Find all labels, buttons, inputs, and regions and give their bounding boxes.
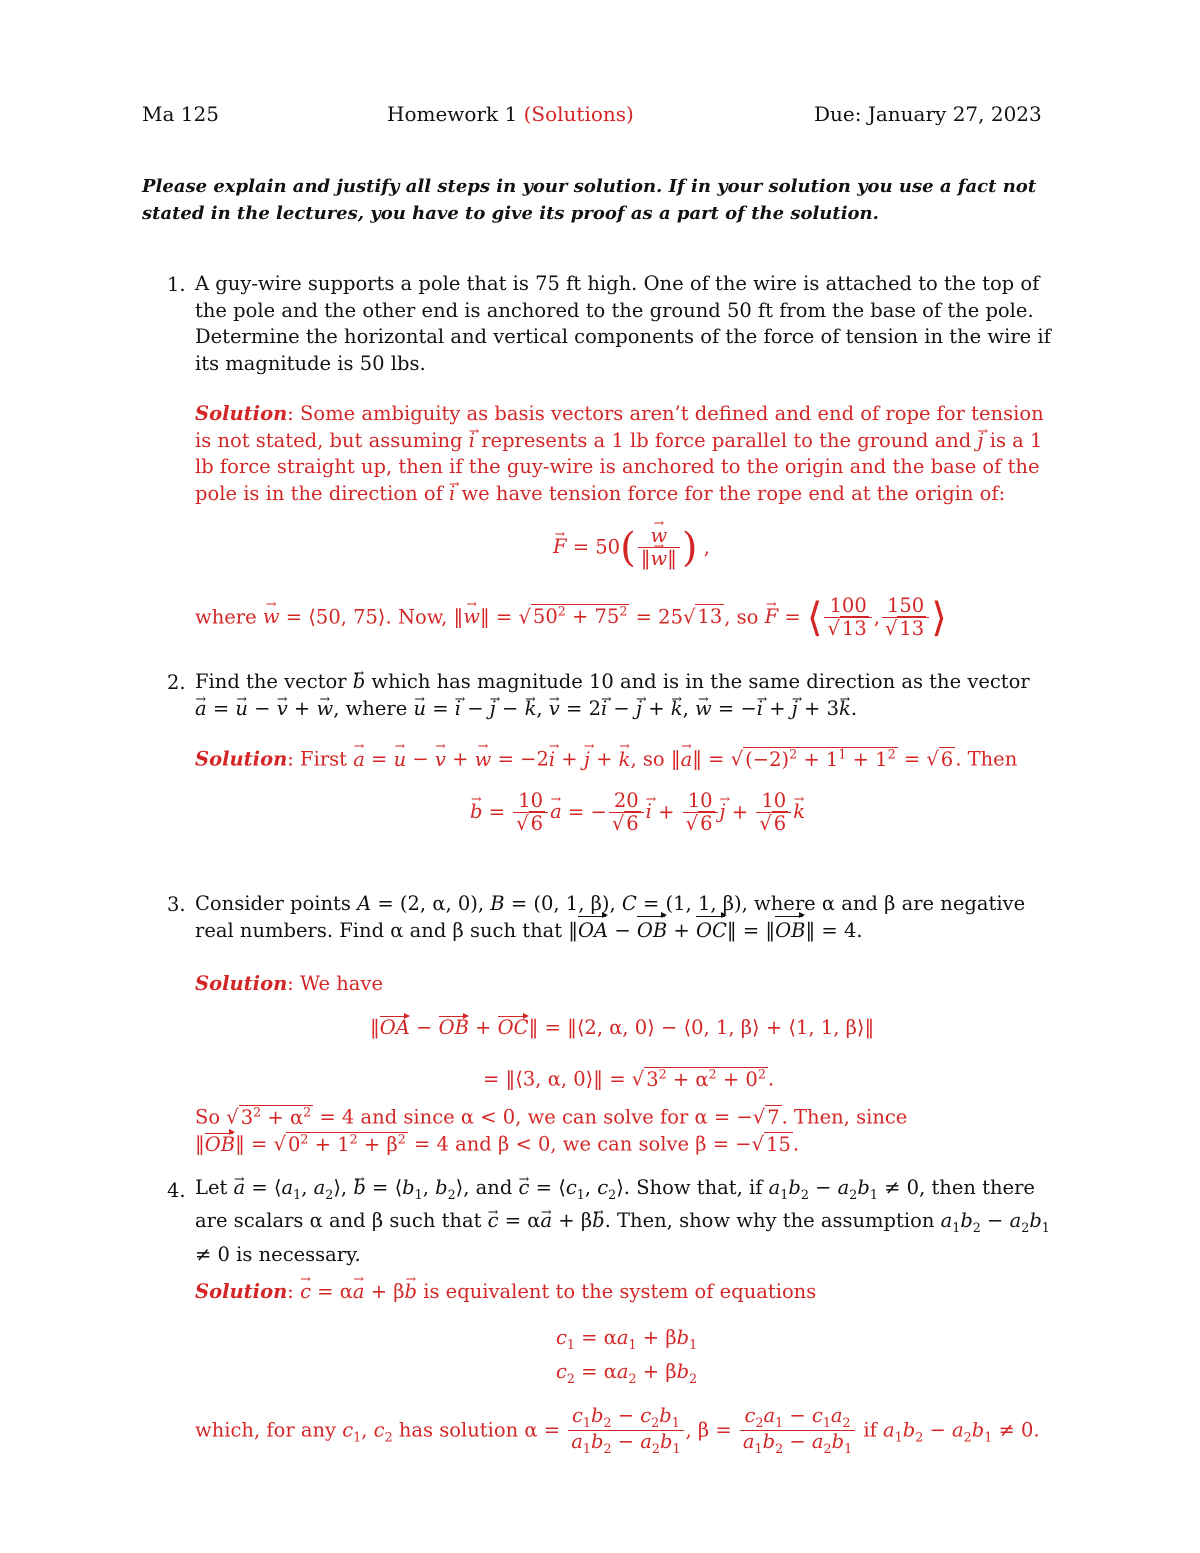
p1-where-line: where w → = ⟨50, 75⟩. Now, ‖w →‖ = √ $50^2 + 75^2 = 25√$ 13 , so F → = ⟨ $\frac{100}{√ 13}$ , $\frac{150}{√ 13}$ ⟩ (195, 595, 947, 641)
p4-s-d: . Then, show why the assumption (604, 1209, 935, 1233)
p3-s-b: where α and β are negative real numbers. Find α and β such that (195, 892, 1026, 942)
p4-s-e: is necessary. (236, 1242, 361, 1266)
p1-now: . Now, (385, 605, 448, 629)
p1-sol-c: is a 1 lb force straight up, then if the guy-wire is anchored to the origin and the base of the pole is in the direction of (195, 428, 1043, 505)
p3-so-line-2: ‖OB‖ = √ $0^2 + 1^2 + \beta^2 = 4$ and β < 0, we can solve β = −√ 15 . (195, 1131, 800, 1156)
problem-4-number: 4. (167, 1179, 186, 1202)
p4-which-b: has solution (398, 1418, 519, 1442)
p1-sol-d: we have tension force for the rope end at the origin of: (461, 481, 1006, 505)
problem-1-solution: Solution: Some ambiguity as basis vectors aren’t defined and end of rope for tension is not stated, but assuming i → represents a 1 lb force parallel to the ground and j → is a 1 lb force straight up, then if the guy-wire is anchored to the origin and the base of the pole is in the direction of i → we have tension force for the rope end at the origin of: (195, 401, 1065, 507)
p2-so: , so (630, 747, 665, 771)
p4-which-line: which, for any $c_1$, $c_2$ has solution α = $\frac{c_1b_2 - c_2b_1}{a_1b_2 - a_2b_1}$ , β = $\frac{c_2a_1 - c_1a_2}{a_1b_2 - a_2b_1}$ if $a_1b_2 - a_2b_1 \ne 0$. (195, 1404, 1040, 1457)
problem-4-statement: Let a → = $⟨a_1$, $a_2⟩$, b → = $⟨b_1$, $b_2⟩$, and c → = $⟨c_1$, $c_2⟩$. Show that, if $a_1b_2 - a_2b_1 \ne 0$, then there are scalars α and β such that c → = αa → + βb →. Then, show why the assumption $a_1b_2 - a_2b_1 \ne 0$ is necessary. (195, 1175, 1065, 1268)
p3-eq-1: ‖OA − OB + OC‖ = ‖⟨2, α, 0⟩ − ⟨0, 1, β⟩ + ⟨1, 1, β⟩‖ (370, 1016, 875, 1039)
p4-which-a: which, for any (195, 1418, 337, 1442)
solution-label: Solution (195, 972, 288, 995)
p4-s-a: Let (195, 1176, 228, 1199)
p3-so-c: . Then, since (781, 1105, 908, 1129)
title-text: Homework 1 (387, 102, 518, 126)
p3-so-b: and since α < 0, we can solve for (360, 1105, 689, 1129)
problem-3-number: 3. (167, 893, 186, 916)
due-date: Due: January 27, 2023 (814, 102, 1042, 126)
p4-s-c: , then there are scalars α and β such that (195, 1176, 1035, 1233)
p2-first: : First (287, 747, 347, 771)
p3-eq-2: = ‖⟨3, α, 0⟩‖ = √ $3^2 + \alpha^2 + 0^2$ . (483, 1066, 775, 1091)
p1-where: where (195, 605, 257, 629)
p1-so: , so (724, 605, 759, 629)
p3-so-line-1: So √ $3^2 + \alpha^2 = 4$ and since α < 0, we can solve for α = −√ 7 . Then, since (195, 1104, 908, 1129)
p4-s-b: . Show that, if (623, 1176, 763, 1199)
problem-1-number: 1. (167, 273, 186, 296)
p4-solution-line: Solution: c → = αa → + βb → is equivalent to the system of equations (195, 1282, 816, 1302)
course-label: Ma 125 (142, 102, 219, 126)
p3-s-a: Consider points (195, 892, 351, 915)
solution-label: Solution (195, 1280, 288, 1303)
p1-sol-b: represents a 1 lb force parallel to the ground and (481, 428, 972, 452)
p4-sol-a: is equivalent to the system of equations (423, 1280, 817, 1303)
p2-solution-line: Solution: First a → = u → − v → + w → = −2i → + j → + k →, so ‖a →‖ = √ $(-2)^2 + 1^1 + 1^2$ = √ 6 . Then (195, 748, 1017, 769)
page-title (387, 104, 634, 124)
p2-then: . Then (955, 747, 1018, 771)
p4-which-c: if (863, 1418, 877, 1442)
p2-s-b: which has magnitude 10 and is in the same direction as the vector (371, 670, 1030, 693)
p1-sol-a: : Some ambiguity as basis vectors aren’t defined and end of rope for tension is not stated, but assuming (195, 402, 1044, 452)
problem-2-number: 2. (167, 671, 186, 694)
problem-3-statement: Consider points A = (2, α, 0), B = (0, 1, β), C = (1, 1, β), where α and β are negative real numbers. Find α and β such that ‖OA − OB + OC‖ = ‖OB‖ = 4. (195, 891, 1065, 944)
solution-label: Solution (195, 402, 288, 425)
p3-solution-line (195, 974, 383, 994)
title-tag: (Solutions) (523, 102, 634, 126)
p2-formula-b: b → = $\frac{10}{√ 6}$ a → = − $\frac{20}{√ 6}$ i → + $\frac{10}{√ 6}$ j → + $\frac{10}{√ 6}$ k → (470, 790, 805, 836)
p3-so-d: and β < 0, we can solve (455, 1132, 690, 1156)
problem-2-statement: Find the vector b → which has magnitude 10 and is in the same direction as the vector a → = u → − v → + w →, where u → = i → − j → − k →, v → = 2i → − j → + k →, w → = −i → + j → + 3k →. (195, 669, 1065, 722)
p3-so-a: So (195, 1105, 221, 1129)
solution-label: Solution (195, 747, 288, 771)
problem-1-statement: A guy-wire supports a pole that is 75 ft high. One of the wire is attached to the top of the pole and the other end is anchored to the ground 50 ft from the base of the pole. Determine the horizontal and vertical components of the force of tension in the wire if its magnitude is 50 lbs. (195, 272, 1051, 375)
instructions: Please explain and justify all steps in your solution. If in your solution you use a fact not stated in the lectures, you have to give its proof as a part of the solution. (142, 176, 1037, 224)
p1-formula-F: F → = 50( $\frac{w \to}{‖w \to‖}$ ) , (553, 525, 710, 571)
p4-eq-2: $c_2 = \alpha a_2 + \beta b_2$ (556, 1360, 698, 1386)
p3-we-have: : We have (287, 972, 383, 995)
p4-eq-1: $c_1 = \alpha a_1 + \beta b_1$ (556, 1326, 698, 1352)
p2-where: , where (333, 696, 408, 720)
p2-s-a: Find the vector (195, 670, 347, 693)
